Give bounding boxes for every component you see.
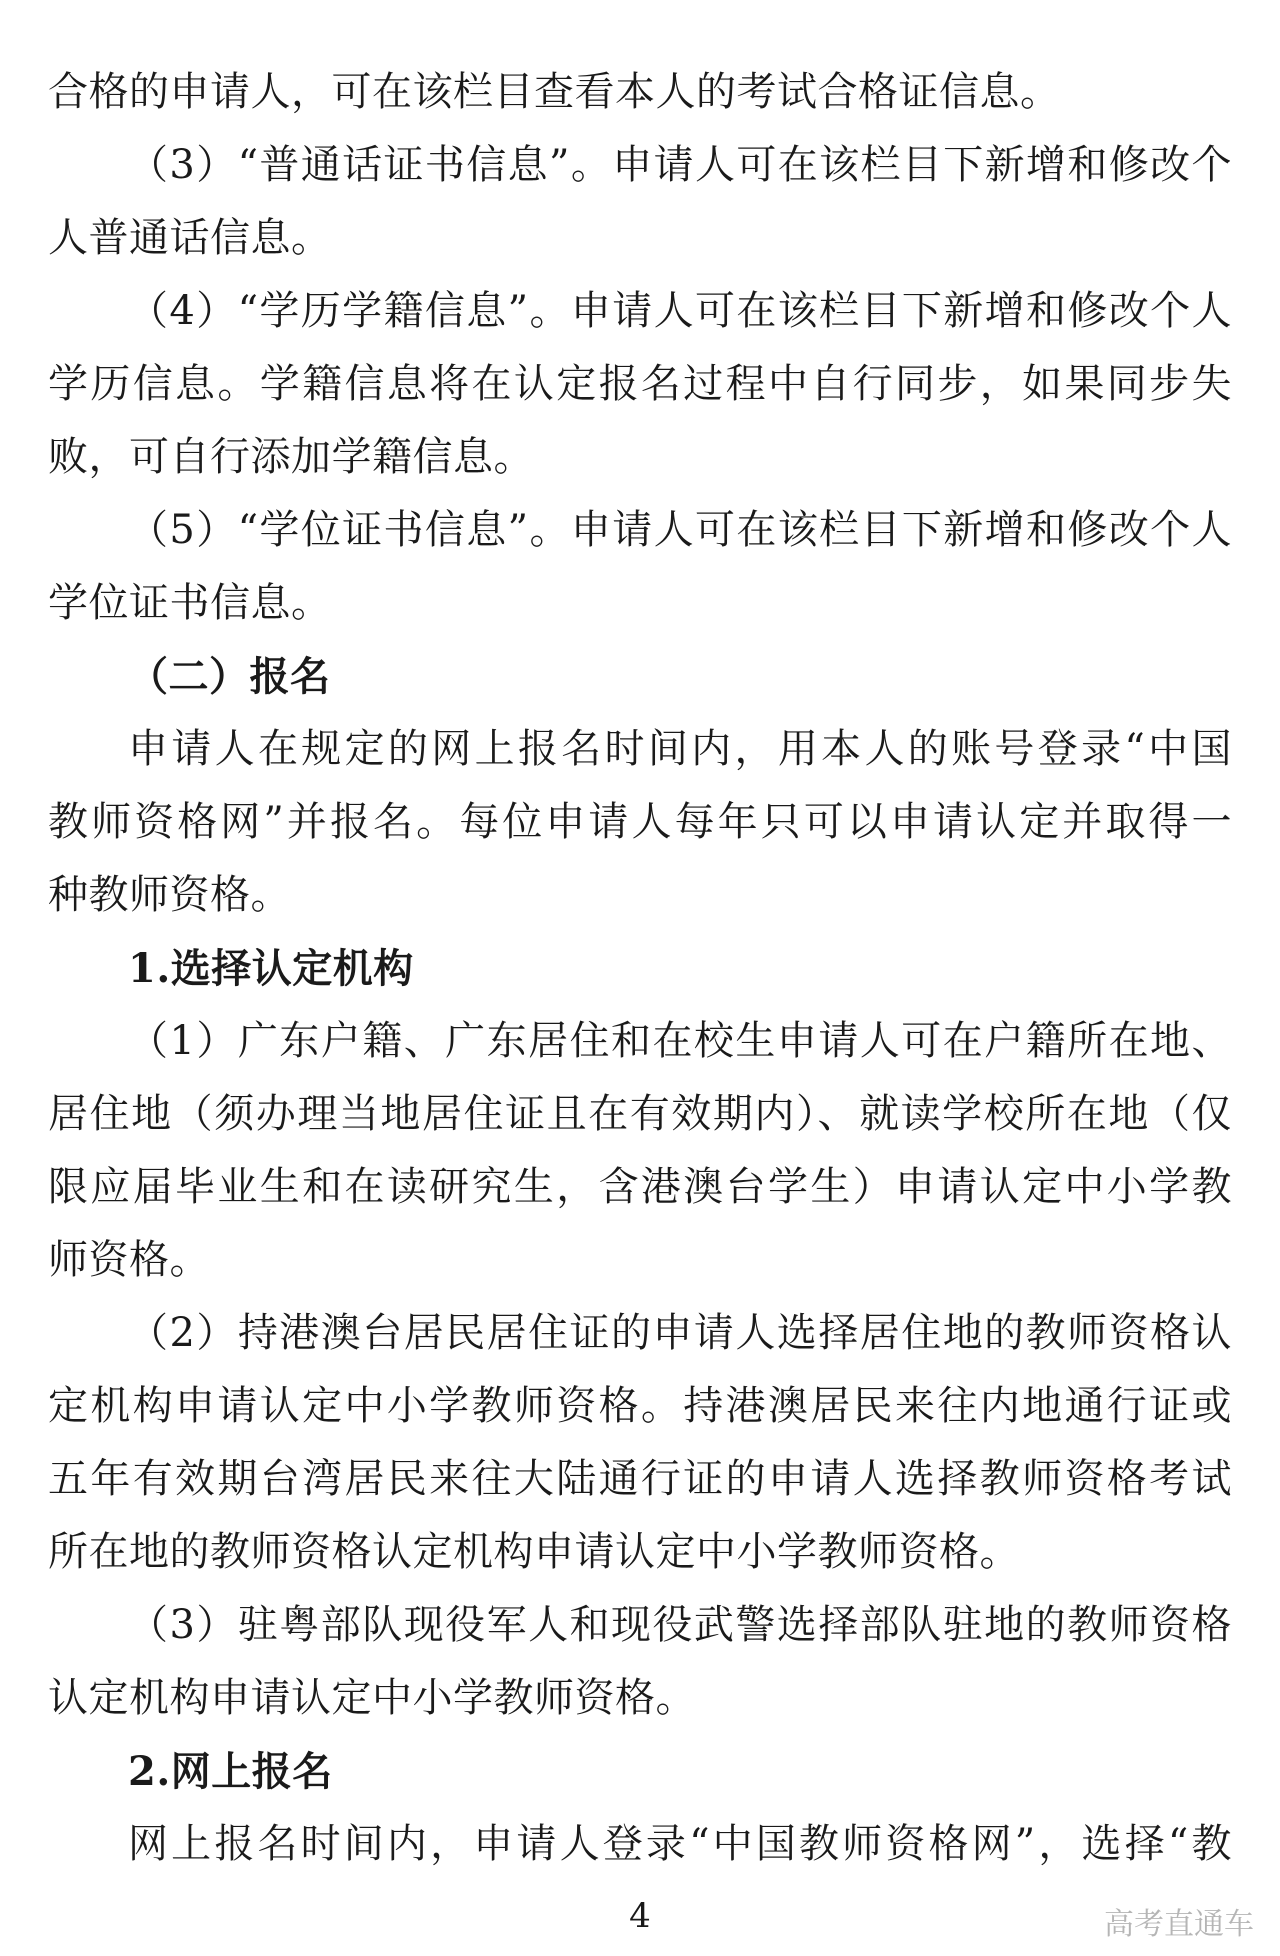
body-line: （2）持港澳台居民居住证的申请人选择居住地的教师资格认: [128, 1310, 1232, 1356]
body-line: 所在地的教师资格认定机构申请认定中小学教师资格。: [48, 1529, 1020, 1575]
watermark-gaokao-zhitongche: 高考直通车: [1104, 1907, 1254, 1942]
body-line: （3）驻粤部队现役军人和现役武警选择部队驻地的教师资格: [128, 1602, 1232, 1648]
body-line: 学历信息。学籍信息将在认定报名过程中自行同步，如果同步失: [48, 361, 1232, 407]
heading-wangshang-baoming: 2.网上报名: [128, 1748, 333, 1795]
body-line: 认定机构申请认定中小学教师资格。: [48, 1675, 696, 1721]
body-line: 限应届毕业生和在读研究生，含港澳台学生）申请认定中小学教: [48, 1164, 1232, 1210]
body-line: 五年有效期台湾居民来往大陆通行证的申请人选择教师资格考试: [48, 1456, 1232, 1502]
document-body: [48, 56, 1232, 1881]
body-line: 种教师资格。: [48, 872, 291, 918]
body-line: 合格的申请人，可在该栏目查看本人的考试合格证信息。: [48, 69, 1061, 115]
body-line: 人普通话信息。: [48, 215, 332, 261]
heading-xuanze-rending-jigou: 1.选择认定机构: [128, 945, 414, 992]
page-number: 4: [629, 1896, 651, 1936]
heading-section-baoming: （二）报名: [128, 653, 331, 700]
body-line: （3）“普通话证书信息”。申请人可在该栏目下新增和修改个: [128, 142, 1232, 188]
body-line: 学位证书信息。: [48, 580, 332, 626]
body-line: 定机构申请认定中小学教师资格。持港澳居民来往内地通行证或: [48, 1383, 1232, 1429]
body-line: 教师资格网”并报名。每位申请人每年只可以申请认定并取得一: [48, 799, 1232, 845]
body-line: 网上报名时间内，申请人登录“中国教师资格网”，选择“教: [128, 1821, 1232, 1867]
body-line: 师资格。: [48, 1237, 210, 1283]
body-line: 申请人在规定的网上报名时间内，用本人的账号登录“中国: [128, 726, 1232, 772]
body-line: （1）广东户籍、广东居住和在校生申请人可在户籍所在地、: [128, 1018, 1232, 1064]
body-line: （4）“学历学籍信息”。申请人可在该栏目下新增和修改个人: [128, 288, 1232, 334]
body-line: 居住地（须办理当地居住证且在有效期内）、就读学校所在地（仅: [48, 1091, 1232, 1137]
body-line: 败，可自行添加学籍信息。: [48, 434, 534, 480]
body-line: （5）“学位证书信息”。申请人可在该栏目下新增和修改个人: [128, 507, 1232, 553]
